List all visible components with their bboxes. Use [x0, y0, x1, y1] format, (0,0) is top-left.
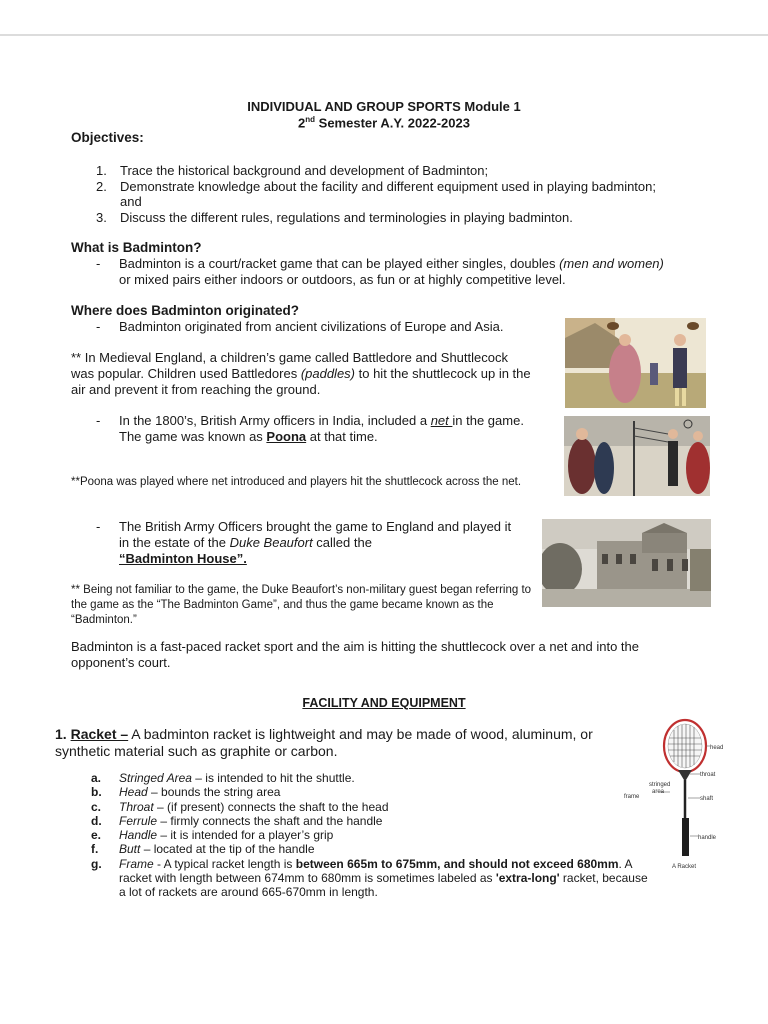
racket-part-item-frame: [91, 857, 651, 900]
label-area: area: [652, 789, 665, 795]
frame-desc-end: racket, because a lot of rackets are around 665-670mm in length.: [119, 871, 648, 900]
racket-diagram: [622, 716, 730, 874]
label-shaft: shaft: [700, 796, 714, 802]
racket-part-item: [91, 771, 611, 785]
bullet-dash: -: [96, 256, 101, 271]
medieval-italic: (paddles): [300, 366, 356, 381]
battledore-image: [565, 318, 706, 408]
racket-number: 1.: [55, 726, 67, 742]
where-heading: Where does Badminton originated?: [71, 303, 300, 318]
part-term: Throat: [119, 799, 154, 814]
extra-long-term: 'extra-long': [495, 871, 560, 886]
label-head: head: [710, 745, 724, 751]
badminton-house-illustration: [542, 519, 711, 607]
part-desc: – it is intended for a player’s grip: [157, 828, 334, 843]
part-desc: – (if present) connects the shaft to the head: [153, 799, 389, 814]
racket-caption: A Racket: [672, 864, 697, 870]
frame-length-range: between 665m to 675mm, and should not exceed 680mm: [295, 856, 619, 871]
objectives-heading: Objectives:: [71, 130, 144, 145]
objective-text: Discuss the different rules, regulations and terminologies in playing badminton.: [120, 209, 573, 225]
poona-text: The game was known as: [119, 429, 267, 444]
part-term: Frame: [119, 856, 154, 871]
part-letter: e.: [91, 828, 102, 843]
semester-number: 2: [298, 115, 306, 131]
objective-item: [96, 179, 656, 210]
part-letter: c.: [91, 799, 102, 814]
part-letter: g.: [91, 856, 102, 871]
viewer-top-bar: [0, 0, 768, 36]
poona-image: [564, 416, 710, 496]
racket-diagram-image: [622, 716, 730, 874]
medieval-text: ** In Medieval England, a children’s game called Battledore and Shuttlecock was popular. Children used Battledores: [71, 350, 508, 381]
duke-note: ** Being not familiar to the game, the Duke Beaufort’s non-military guest began referring to the game as the “The Badminton Game”, and thus the game became known as the “Badminton.”: [71, 584, 532, 626]
objective-number: 1.: [96, 163, 107, 178]
india-bullet: [119, 413, 539, 445]
label-stringed: stringed: [649, 782, 671, 788]
part-term: Handle: [119, 828, 158, 843]
racket-part-item: [91, 800, 611, 814]
poona-text-end: at that time.: [306, 429, 378, 444]
badminton-house-term: “Badminton House”.: [119, 551, 247, 566]
india-text-end: in the game.: [452, 413, 524, 428]
racket-text: A badminton racket is lightweight and may be made of wood, aluminum, or synthetic material such as graphite or carbon.: [55, 726, 593, 759]
part-term: Butt: [119, 842, 141, 857]
label-handle: handle: [698, 835, 717, 841]
racket-part-item: [91, 828, 611, 842]
badminton-house-image: [542, 519, 711, 607]
part-term: Ferrule: [119, 813, 158, 828]
racket-label: Racket –: [70, 726, 129, 742]
semester-text: Semester A.Y. 2022-2023: [315, 115, 470, 131]
objective-item: [96, 210, 656, 226]
objective-text: Trace the historical background and development of Badminton;: [120, 163, 489, 178]
objective-number: 2.: [96, 178, 107, 194]
part-desc: – is intended to hit the shuttle.: [191, 771, 355, 785]
objective-number: 3.: [96, 209, 107, 225]
part-desc: – bounds the string area: [147, 785, 281, 800]
facility-heading: FACILITY AND EQUIPMENT: [302, 696, 466, 710]
objective-text: Demonstrate knowledge about the facility and different equipment used in playing badminton; and: [120, 178, 656, 209]
england-text-end: called the: [312, 535, 372, 550]
india-text: In the 1800’s, British Army officers in India, included a: [119, 413, 431, 428]
racket-parts-list: [91, 771, 648, 900]
what-text-end: or mixed pairs either indoors or outdoors, as fun or at highly competitive level.: [119, 272, 566, 287]
poona-note: **Poona was played where net introduced and players hit the shuttlecock across the net.: [71, 476, 522, 488]
part-desc: – located at the tip of the handle: [140, 842, 315, 857]
part-letter: b.: [91, 785, 102, 800]
part-letter: f.: [91, 842, 99, 857]
part-term: Head: [119, 785, 148, 800]
origin-bullet: Badminton originated from ancient civilizations of Europe and Asia.: [119, 319, 504, 334]
summary-paragraph: Badminton is a fast-paced racket sport and the aim is hitting the shuttlecock over a net and into the opponent’s court.: [71, 639, 639, 670]
battledore-illustration: [565, 318, 706, 408]
frame-desc: - A typical racket length is: [153, 856, 296, 871]
part-letter: d.: [91, 813, 102, 828]
what-italic: (men and women): [559, 256, 664, 271]
label-frame: frame: [624, 794, 640, 800]
part-letter: a.: [91, 771, 102, 785]
medieval-text-end: to hit the shuttlecock up in the air and prevent it from reaching the ground.: [71, 366, 531, 397]
racket-part-item: [91, 842, 611, 856]
racket-part-item: [91, 785, 611, 799]
medieval-paragraph: [71, 350, 531, 398]
racket-definition: [55, 726, 615, 760]
bullet-dash: -: [96, 519, 101, 534]
objective-item: [96, 163, 656, 179]
what-text: Badminton is a court/racket game that can be played either singles, doubles: [119, 256, 560, 271]
semester-ordinal: nd: [305, 115, 316, 124]
what-heading: What is Badminton?: [71, 240, 202, 255]
poona-term: Poona: [266, 429, 307, 444]
frame-desc-mid: . A racket with length between 674mm to 680mm is sometimes labeled as: [119, 856, 632, 886]
racket-part-item: [91, 814, 611, 828]
duke-term: Duke Beaufort: [229, 535, 313, 550]
label-throat: throat: [700, 772, 716, 778]
poona-illustration: [564, 416, 710, 496]
semester-line: [0, 115, 768, 130]
england-bullet: [119, 519, 519, 567]
net-term: net: [430, 413, 453, 428]
bullet-dash: -: [96, 413, 101, 428]
what-paragraph: [119, 256, 679, 288]
part-term: Stringed Area: [119, 771, 192, 785]
bullet-dash: -: [96, 319, 101, 334]
england-text: The British Army Officers brought the game to England and played it in the estate of the: [119, 519, 512, 550]
document-title: INDIVIDUAL AND GROUP SPORTS Module 1: [247, 99, 521, 114]
objectives-list: [96, 163, 656, 225]
part-desc: – firmly connects the shaft and the handle: [157, 813, 383, 828]
